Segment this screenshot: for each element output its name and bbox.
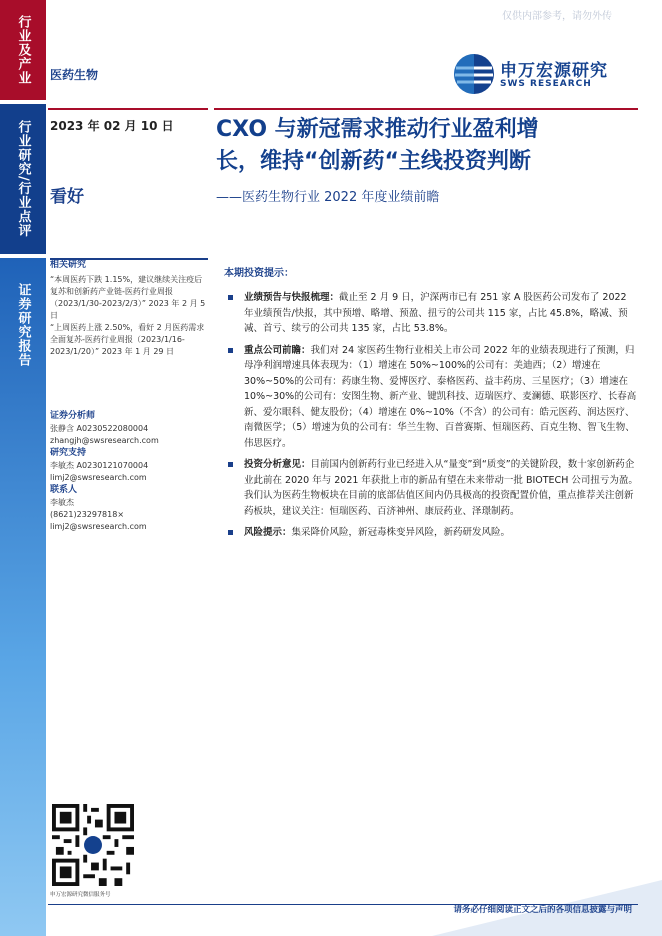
bullet-text: 目前国内创新药行业已经进入从“量变”到“质变”的关键阶段，数十家创新药企业此前在 2020 年与 2021 年获批上市的新品有望在未来带动一批 BIOTECH 公司扭亏为盈。我们认为医药生物板块在目前的底部估值区间内仍具极高的投资配置价值，重点推荐关注创新药板块，建议关注：恒瑞医药、百济神州、康辰药业、泽璟制药。 — [244, 459, 638, 517]
report-date: 2023 年 02 月 10 日 — [50, 119, 174, 133]
title-line-2: 长，维持“创新药“主线投资判断 — [216, 149, 531, 174]
qr-code-icon[interactable] — [52, 804, 134, 886]
qr-caption: 申万宏源研究微信服务号 — [50, 892, 111, 898]
logo-globe-icon — [452, 52, 496, 96]
sector-label: 医药生物 — [50, 68, 99, 82]
bullet-text: 我们对 24 家医药生物行业相关上市公司 2022 年的业绩表现进行了预测，归母净利润增速具体表现为：（1）增速在 50%~100%的公司有：美迪西；（2）增速在 30%~50%的公司有：药康生物、爱博医疗、泰格医药、益丰药房、三星医疗；（3）增速在 10%~30%的公司有：安图生物、新产业、键凯科技、迈瑞医疗、麦澜德、联影医疗、长春高新、爱尔眼科、健友股份；（4）增速在 0%~10%（不含）的公司有：皓元医药、润达医疗、南微医学；（5）增速为负的公司有：华兰生物、百普赛斯、恒瑞医药、百克生物、智飞生物、伟思医疗。 — [244, 344, 637, 449]
bullet-label: 风险提示： — [244, 527, 292, 538]
contact-heading: 联系人 — [50, 485, 78, 495]
analyst-email[interactable]: zhangjh@swsresearch.com — [50, 436, 159, 445]
list-item — [226, 343, 638, 452]
related-item[interactable]: “本周医药下跌 1.15%，建议继续关注疫后复苏和创新药产业链-医药行业周报（2023/1/30-2023/2/3）” 2023 年 2 月 5 日 — [50, 275, 206, 320]
title-line-1: CXO 与新冠需求推动行业盈利增 — [216, 117, 539, 142]
strip-label-report-type: 行业研究/行业点评 — [15, 120, 31, 238]
list-item — [226, 525, 638, 541]
strip-label-securities: 证券研究报告 — [15, 283, 31, 367]
bullet-icon — [228, 462, 233, 467]
analyst-block — [50, 410, 210, 533]
related-item[interactable]: “上周医药上涨 2.50%，看好 2 月医药需求全面复苏-医药行业周报（2023/1/16-2023/1/20）” 2023 年 1 月 29 日 — [50, 323, 205, 356]
bullet-icon — [228, 530, 233, 535]
report-title — [216, 114, 646, 178]
company-logo — [452, 52, 642, 96]
bullet-icon — [228, 295, 233, 300]
divider-right — [214, 108, 638, 110]
logo-english-text: SWS RESEARCH — [500, 79, 592, 89]
support-heading: 研究支持 — [50, 448, 87, 458]
list-item — [226, 290, 638, 337]
highlights-title: 本期投资提示： — [224, 268, 294, 279]
analyst-name: 张静含 A0230522080004 — [50, 424, 149, 433]
contact-name: 李敏杰 — [50, 498, 74, 507]
watermark: 仅供内部参考，请勿外传 — [502, 11, 612, 22]
divider-left — [48, 108, 208, 110]
contact-phone: (8621)23297818× — [50, 510, 125, 519]
bullet-label: 投资分析意见： — [244, 459, 311, 470]
contact-email[interactable]: limj2@swsresearch.com — [50, 522, 147, 531]
strip-label-industry: 行业及产业 — [15, 15, 31, 85]
rating: 看好 — [50, 187, 84, 207]
list-item — [226, 457, 638, 519]
report-subtitle: ——医药生物行业 2022 年度业绩前瞻 — [216, 190, 440, 205]
bullet-icon — [228, 348, 233, 353]
footer-disclaimer: 请务必仔细阅读正文之后的各项信息披露与声明 — [453, 905, 632, 915]
analyst-heading: 证券分析师 — [50, 411, 96, 421]
bullet-label: 业绩预告与快报梳理： — [244, 292, 340, 303]
related-heading: 相关研究 — [50, 260, 87, 270]
bullet-label: 重点公司前瞻： — [244, 344, 311, 356]
related-research — [50, 259, 210, 358]
logo-chinese-text: 申万宏源研究 — [500, 61, 608, 81]
support-name: 李敏杰 A0230121070004 — [50, 461, 149, 470]
bullet-text: 集采降价风险，新冠毒株变异风险，新药研发风险。 — [291, 527, 511, 538]
highlights-list — [226, 290, 638, 547]
bullet-text: 截止至 2 月 9 日，沪深两市已有 251 家 A 股医药公司发布了 2022 年业绩预告/快报，其中预增、略增、预盈、扭亏的公司共 115 家，占比 45.8%，略减、预减、首亏、续亏的公司共 135 家，占比 53.8%。 — [244, 292, 628, 334]
support-email[interactable]: limj2@swsresearch.com — [50, 473, 147, 482]
